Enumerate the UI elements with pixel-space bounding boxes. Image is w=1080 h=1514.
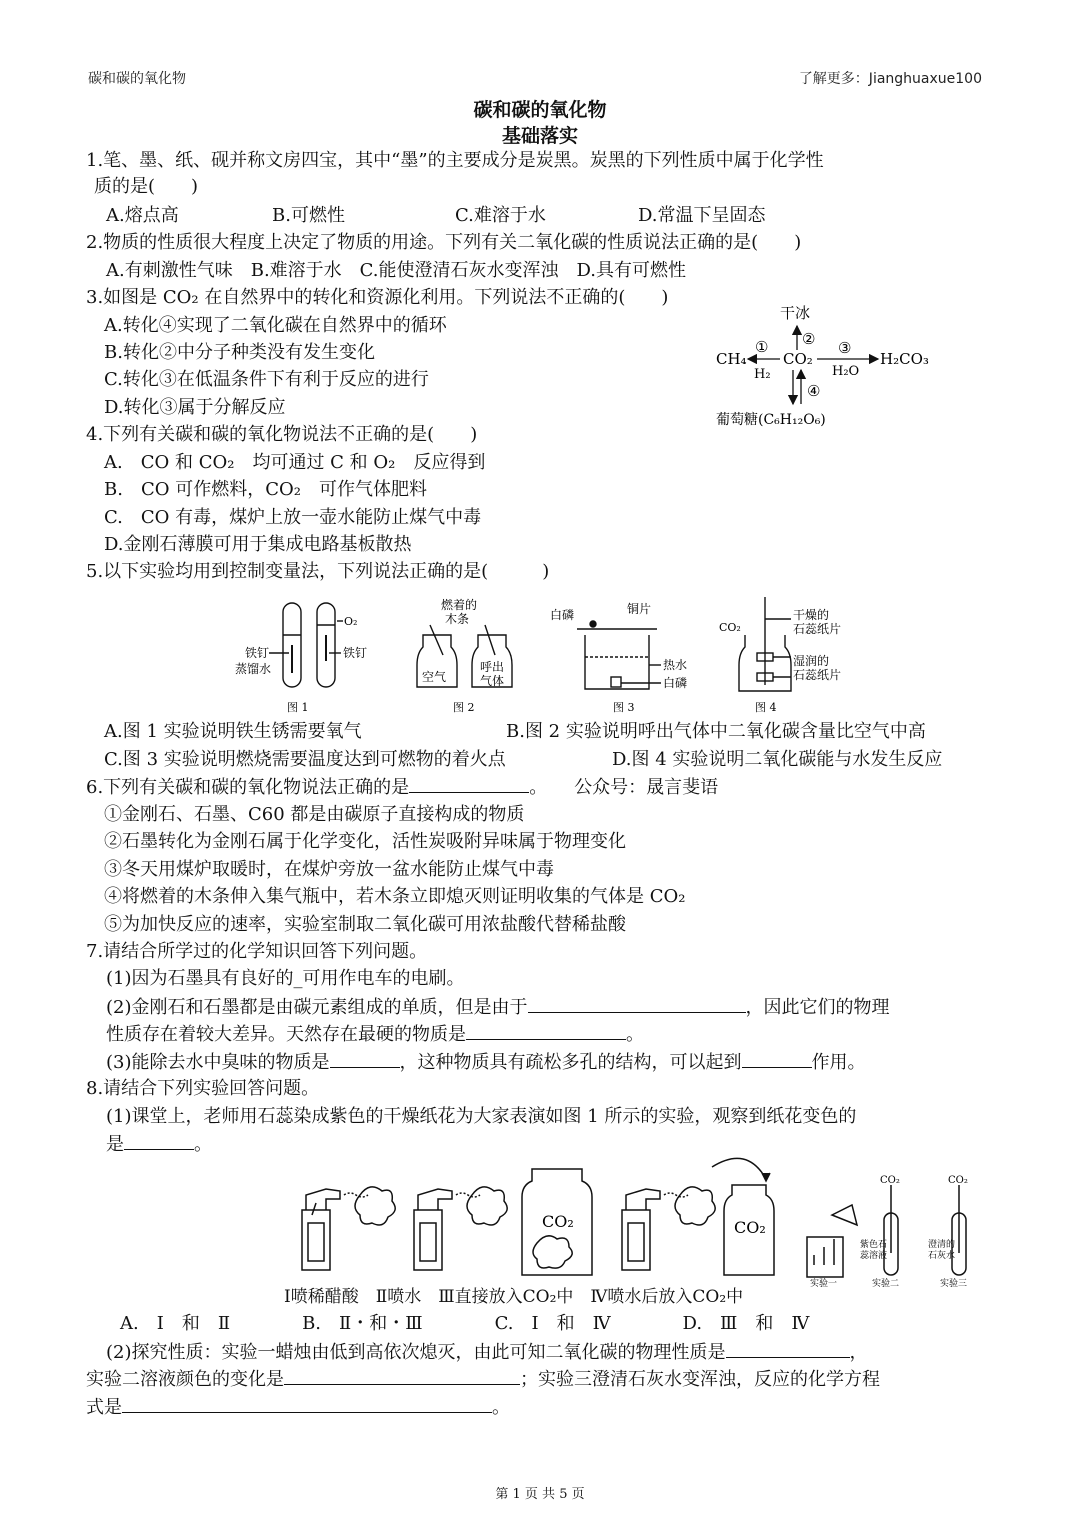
svg-text:实验一: 实验一 bbox=[810, 1279, 838, 1287]
svg-text:空气: 空气 bbox=[422, 670, 447, 684]
diag-h2o: H₂O bbox=[832, 364, 860, 379]
q8-part1-line2: 是 。 bbox=[106, 1134, 212, 1155]
q1-option-a: A.熔点高 bbox=[106, 205, 179, 226]
svg-text:蕊溶液: 蕊溶液 bbox=[860, 1251, 888, 1261]
q7-blank-3[interactable] bbox=[330, 1051, 400, 1068]
q6-item-4: ④将燃着的木条伸入集气瓶中，若木条立即熄灭则证明收集的气体是 CO₂ bbox=[104, 886, 686, 907]
q6-answer-blank[interactable] bbox=[409, 776, 529, 793]
q3-option-b: B.转化②中分子种类没有发生变化 bbox=[104, 342, 375, 363]
q2-stem: 2.物质的性质很大程度上决定了物质的用途。下列有关二氧化碳的性质说法正确的是( ) bbox=[86, 232, 802, 253]
q6-item-1: ①金刚石、石墨、C60 都是由碳原子直接构成的物质 bbox=[104, 804, 525, 825]
q5-option-c: C.图 3 实验说明燃烧需要温度达到可燃物的着火点 bbox=[104, 749, 506, 770]
q1-option-c: C.难溶于水 bbox=[455, 205, 546, 226]
svg-text:燃着的: 燃着的 bbox=[441, 598, 478, 612]
header-left: 碳和碳的氧化物 bbox=[88, 71, 186, 87]
q8-blank-1[interactable] bbox=[124, 1133, 194, 1150]
diag-top-label: 干冰 bbox=[780, 304, 811, 322]
svg-text:呼出: 呼出 bbox=[480, 660, 505, 674]
diag-right: H₂CO₃ bbox=[880, 350, 929, 368]
q4-option-c: C. CO 有毒，煤炉上放一壶水能防止煤气中毒 bbox=[104, 507, 482, 528]
q8-blank-2[interactable] bbox=[726, 1341, 850, 1358]
q4-option-a: A. CO 和 CO₂ 均可通过 C 和 O₂ 反应得到 bbox=[104, 452, 486, 473]
svg-text:干燥的: 干燥的 bbox=[793, 608, 830, 622]
svg-text:木条: 木条 bbox=[445, 612, 470, 626]
diag-left: CH₄ bbox=[716, 350, 747, 368]
q6-item-2: ②石墨转化为金刚石属于化学变化，活性炭吸附异味属于物理变化 bbox=[104, 831, 626, 852]
q7-part2-line2: 性质存在着较大差异。天然存在最硬的物质是 。 bbox=[106, 1024, 644, 1045]
fig4-litmus bbox=[739, 597, 791, 691]
q5-option-b: B.图 2 实验说明呼出气体中二氧化碳含量比空气中高 bbox=[506, 721, 926, 742]
q6-stem: 6.下列有关碳和碳的氧化物说法正确的是 。 公众号：晟言斐语 bbox=[86, 777, 719, 798]
fig1-rusting bbox=[269, 603, 343, 687]
svg-text:CO₂: CO₂ bbox=[542, 1212, 574, 1231]
q8-part2-line2: 实验二溶液颜色的变化是 ；实验三澄清石灰水变浑浊，反应的化学方程 bbox=[86, 1369, 880, 1390]
svg-text:石灰水: 石灰水 bbox=[928, 1251, 956, 1261]
q3-option-a: A.转化④实现了二氧化碳在自然界中的循环 bbox=[104, 315, 447, 336]
diag-n1: ① bbox=[755, 338, 769, 356]
svg-text:白磷: 白磷 bbox=[663, 676, 688, 690]
q5-option-d: D.图 4 实验说明二氧化碳能与水发生反应 bbox=[612, 749, 943, 770]
page-title: 碳和碳的氧化物 bbox=[473, 99, 607, 121]
svg-text:石蕊纸片: 石蕊纸片 bbox=[793, 668, 842, 682]
q7-part2-line1: (2)金刚石和石墨都是由碳元素组成的单质，但是由于 ，因此它们的物理 bbox=[106, 997, 890, 1018]
svg-text:图 4: 图 4 bbox=[755, 701, 777, 714]
svg-text:铜片: 铜片 bbox=[627, 602, 652, 616]
q5-option-a: A.图 1 实验说明铁生锈需要氧气 bbox=[104, 721, 362, 742]
diag-n3: ③ bbox=[838, 339, 852, 357]
q8-part1-line1: (1)课堂上，老师用石蕊染成紫色的干燥纸花为大家表演如图 1 所示的实验，观察到纸花变色的 bbox=[106, 1106, 857, 1127]
q7-blank-4[interactable] bbox=[742, 1051, 812, 1068]
q7-blank-1[interactable] bbox=[528, 996, 746, 1013]
svg-text:紫色石: 紫色石 bbox=[860, 1240, 888, 1250]
page-subtitle: 基础落实 bbox=[501, 125, 578, 147]
q7-part3: (3)能除去水中臭味的物质是 ，这种物质具有疏松多孔的结构，可以起到 作用。 bbox=[106, 1052, 866, 1073]
q1-option-d: D.常温下呈固态 bbox=[638, 205, 766, 226]
q1-option-b: B.可燃性 bbox=[272, 205, 345, 226]
q7-part1: (1)因为石墨具有良好的_可用作电车的电刷。 bbox=[106, 968, 465, 989]
svg-text:热水: 热水 bbox=[663, 658, 688, 672]
q2-options: A.有刺激性气味 B.难溶于水 C.能使澄清石灰水变浑浊 D.具有可燃性 bbox=[106, 260, 687, 281]
svg-text:CO₂: CO₂ bbox=[880, 1175, 900, 1186]
header-right: 了解更多：Jianghuaxue100 bbox=[798, 71, 982, 87]
q8-blank-4[interactable] bbox=[122, 1396, 492, 1413]
q3-option-c: C.转化③在低温条件下有利于反应的进行 bbox=[104, 369, 429, 390]
q4-stem: 4.下列有关碳和碳的氧化物说法不正确的是( ) bbox=[86, 424, 478, 445]
q5-stem: 5.以下实验均用到控制变量法，下列说法正确的是( ) bbox=[86, 561, 550, 582]
svg-text:铁钉: 铁钉 bbox=[343, 646, 368, 660]
co2-cycle-diagram bbox=[700, 296, 950, 436]
svg-text:图 2: 图 2 bbox=[453, 701, 475, 714]
q8-part2-line1: (2)探究性质：实验一蜡烛由低到高依次熄灭，由此可知二氧化碳的物理性质是 ， bbox=[106, 1342, 868, 1363]
q8-part2-line3: 式是 。 bbox=[86, 1397, 510, 1418]
svg-text:CO₂: CO₂ bbox=[948, 1175, 968, 1186]
q5-experiment-figures bbox=[225, 595, 875, 717]
diag-bottom: 葡萄糖(C₆H₁₂O₆) bbox=[716, 412, 826, 428]
q4-option-d: D.金刚石薄膜可用于集成电路基板散热 bbox=[104, 534, 412, 555]
q3-option-d: D.转化③属于分解反应 bbox=[104, 397, 286, 418]
page-footer: 第 1 页 共 5 页 bbox=[495, 1487, 585, 1502]
q8-part1-options: A. Ⅰ 和 Ⅱ B. Ⅱ・和・Ⅲ C. Ⅰ 和 Ⅳ D. Ⅲ 和 Ⅳ bbox=[120, 1313, 810, 1334]
q1-stem-line1: 1.笔、墨、纸、砚并称文房四宝，其中“墨”的主要成分是炭黑。炭黑的下列性质中属于化学性 bbox=[86, 150, 824, 171]
diag-center: CO₂ bbox=[783, 350, 813, 368]
q6-item-3: ③冬天用煤炉取暖时，在煤炉旁放一盆水能防止煤气中毒 bbox=[104, 859, 554, 880]
diag-h2: H₂ bbox=[754, 367, 771, 382]
q4-option-b: B. CO 可作燃料，CO₂ 可作气体肥料 bbox=[104, 479, 427, 500]
svg-text:石蕊纸片: 石蕊纸片 bbox=[793, 622, 842, 636]
svg-text:实验二: 实验二 bbox=[872, 1279, 900, 1287]
svg-text:澄清的: 澄清的 bbox=[928, 1240, 956, 1250]
diag-n4: ④ bbox=[807, 382, 821, 400]
svg-text:铁钉: 铁钉 bbox=[245, 646, 270, 660]
svg-text:CO₂: CO₂ bbox=[734, 1218, 766, 1237]
svg-text:湿润的: 湿润的 bbox=[793, 654, 830, 668]
svg-text:图 3: 图 3 bbox=[613, 701, 635, 714]
q6-item-5: ⑤为加快反应的速率，实验室制取二氧化碳可用浓盐酸代替稀盐酸 bbox=[104, 914, 626, 935]
q7-stem: 7.请结合所学过的化学知识回答下列问题。 bbox=[86, 941, 428, 962]
svg-text:O₂: O₂ bbox=[344, 615, 358, 628]
svg-text:蒸馏水: 蒸馏水 bbox=[235, 662, 272, 676]
fig3-combustion bbox=[577, 621, 661, 689]
svg-text:实验三: 实验三 bbox=[940, 1279, 968, 1287]
q7-blank-2[interactable] bbox=[466, 1023, 626, 1040]
q8-blank-3[interactable] bbox=[284, 1368, 520, 1385]
q8-stem: 8.请结合下列实验回答问题。 bbox=[86, 1078, 320, 1099]
q8-flower-experiment bbox=[292, 1155, 992, 1287]
svg-text:图 1: 图 1 bbox=[287, 701, 309, 714]
svg-text:白磷: 白磷 bbox=[550, 608, 575, 622]
svg-text:气体: 气体 bbox=[480, 674, 505, 688]
q1-stem-line2: 质的是( ) bbox=[94, 176, 199, 197]
q3-stem: 3.如图是 CO₂ 在自然界中的转化和资源化利用。下列说法不正确的( ) bbox=[86, 287, 669, 308]
diag-n2: ② bbox=[802, 330, 816, 348]
svg-text:CO₂: CO₂ bbox=[719, 621, 741, 634]
q8-figure-caption: Ⅰ喷稀醋酸 Ⅱ喷水 Ⅲ直接放入CO₂中 Ⅳ喷水后放入CO₂中 bbox=[284, 1287, 744, 1307]
